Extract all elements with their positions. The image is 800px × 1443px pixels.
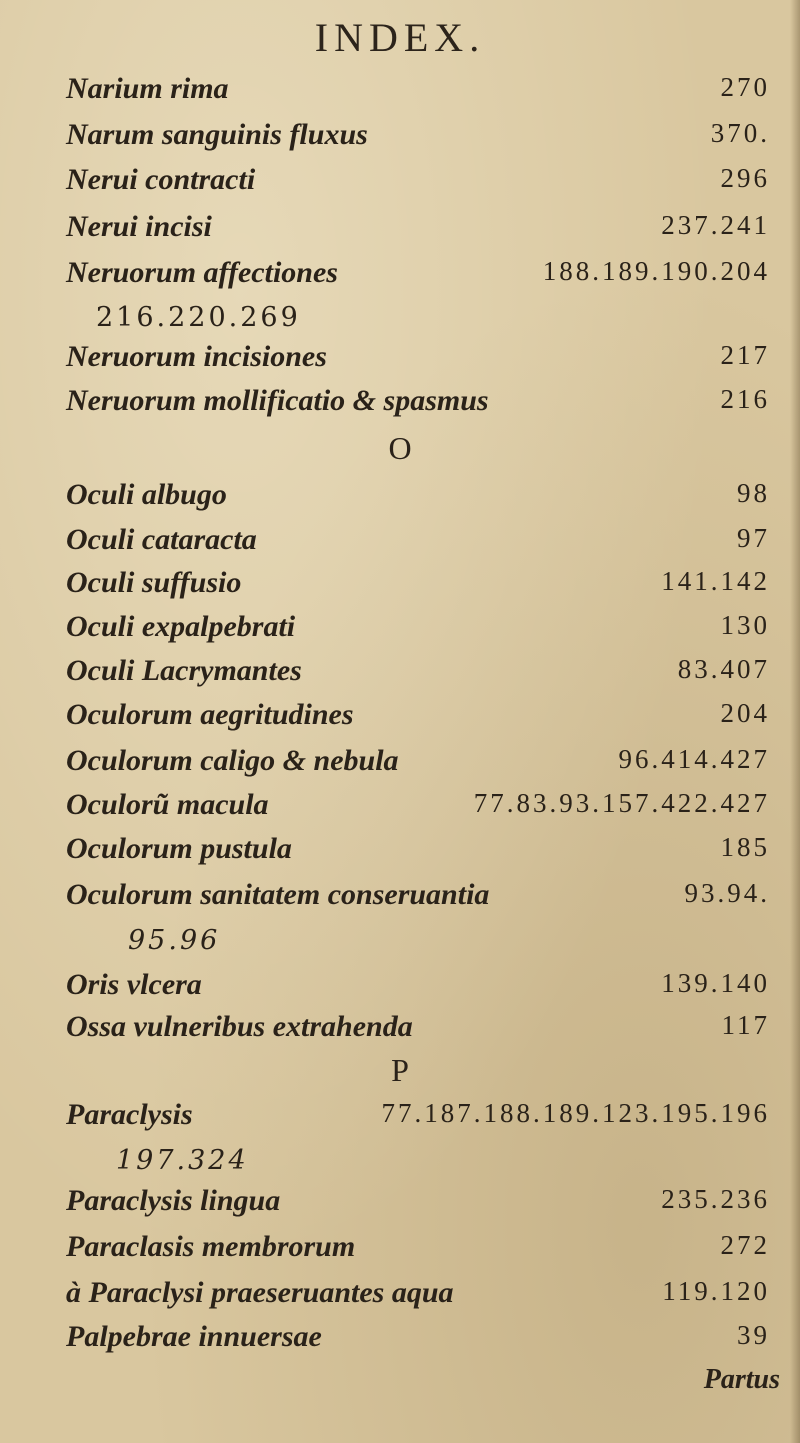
entry-label: Oculi suffusio xyxy=(66,566,242,599)
index-entry xyxy=(66,1184,770,1228)
entry-pages: 296 xyxy=(720,163,770,193)
entry-pages: 270 xyxy=(720,72,770,102)
entry-pages: 237.241 xyxy=(661,210,770,240)
index-entry xyxy=(66,163,770,207)
index-entry xyxy=(66,610,770,654)
index-entry xyxy=(66,118,770,162)
entry-label: à Paraclysi praeseruantes aqua xyxy=(66,1276,454,1309)
entry-label: Oculorum aegritudines xyxy=(66,698,354,731)
entry-continuation: 216.220.269 xyxy=(96,302,301,333)
entry-pages: 77.187.188.189.123.195.196 xyxy=(381,1098,770,1128)
entry-label: Oculorum caligo & nebula xyxy=(66,744,399,777)
entry-pages: 188.189.190.204 xyxy=(542,256,770,286)
entry-pages: 77.83.93.157.422.427 xyxy=(473,788,770,818)
index-entry xyxy=(66,698,770,742)
entry-pages: 96.414.427 xyxy=(618,744,770,774)
entry-label: Oculorum pustula xyxy=(66,832,292,865)
entry-label: Ossa vulneribus extrahenda xyxy=(66,1010,413,1043)
index-entry xyxy=(66,384,770,428)
entry-label: Oris vlcera xyxy=(66,968,202,1001)
index-entry xyxy=(66,478,770,522)
entry-label: Oculorum sanitatem conseruantia xyxy=(66,878,490,911)
entry-label: Nerui incisi xyxy=(66,210,212,243)
entry-label: Narium rima xyxy=(66,72,229,105)
entry-label: Oculorũ macula xyxy=(66,788,269,821)
entry-label: Oculi expalpebrati xyxy=(66,610,296,643)
section-letter-p: P xyxy=(391,1052,409,1088)
entry-label: Paraclasis membrorum xyxy=(66,1230,356,1263)
entry-label: Oculi albugo xyxy=(66,478,227,511)
entry-pages: 141.142 xyxy=(661,566,770,596)
index-entry xyxy=(66,1098,770,1142)
entry-pages: 130 xyxy=(720,610,770,640)
entry-label: Neruorum mollificatio & spasmus xyxy=(66,384,489,417)
entry-pages: 217 xyxy=(720,340,770,370)
entry-pages: 93.94. xyxy=(684,878,770,908)
entry-pages: 83.407 xyxy=(677,654,770,684)
entry-pages: 370. xyxy=(710,118,770,148)
entry-pages: 119.120 xyxy=(662,1276,770,1306)
index-entry xyxy=(66,1276,770,1320)
entry-pages: 272 xyxy=(720,1230,770,1260)
index-entry xyxy=(66,340,770,384)
index-entry xyxy=(66,878,770,922)
index-entry xyxy=(66,1230,770,1274)
index-entry xyxy=(66,1010,770,1054)
entry-pages: 204 xyxy=(720,698,770,728)
index-entry xyxy=(66,1320,770,1364)
entry-pages: 139.140 xyxy=(661,968,770,998)
entry-pages: 235.236 xyxy=(661,1184,770,1214)
entry-label: Narum sanguinis fluxus xyxy=(66,118,368,151)
index-entry xyxy=(66,72,770,116)
entry-continuation: 95.96 xyxy=(128,925,221,956)
index-entry xyxy=(66,566,770,610)
entry-pages: 216 xyxy=(720,384,770,414)
index-entry xyxy=(66,788,770,832)
entry-label: Paraclysis xyxy=(66,1098,193,1131)
index-entry xyxy=(66,210,770,254)
entry-label: Neruorum incisiones xyxy=(66,340,327,373)
index-entry xyxy=(66,654,770,698)
entry-label: Palpebrae innuersae xyxy=(66,1320,322,1353)
index-entry xyxy=(66,523,770,567)
catchword: Partus xyxy=(703,1364,780,1395)
section-letter-o: O xyxy=(388,430,412,466)
index-entry xyxy=(66,832,770,876)
index-entry xyxy=(66,744,770,788)
entry-pages: 98 xyxy=(737,478,770,508)
entry-label: Nerui contracti xyxy=(66,163,256,196)
entry-label: Oculi Lacrymantes xyxy=(66,654,302,687)
entry-pages: 97 xyxy=(737,523,770,553)
entry-pages: 39 xyxy=(737,1320,770,1350)
entry-label: Oculi cataracta xyxy=(66,523,257,556)
entry-pages: 117 xyxy=(721,1010,770,1040)
entry-label: Paraclysis lingua xyxy=(66,1184,281,1217)
entry-pages: 185 xyxy=(720,832,770,862)
index-entry xyxy=(66,968,770,1012)
index-entry xyxy=(66,256,770,300)
entry-label: Neruorum affectiones xyxy=(66,256,338,289)
page-edge-shadow xyxy=(790,0,800,1443)
page-title: INDEX. xyxy=(314,15,486,60)
entry-continuation: 197.324 xyxy=(116,1145,249,1176)
